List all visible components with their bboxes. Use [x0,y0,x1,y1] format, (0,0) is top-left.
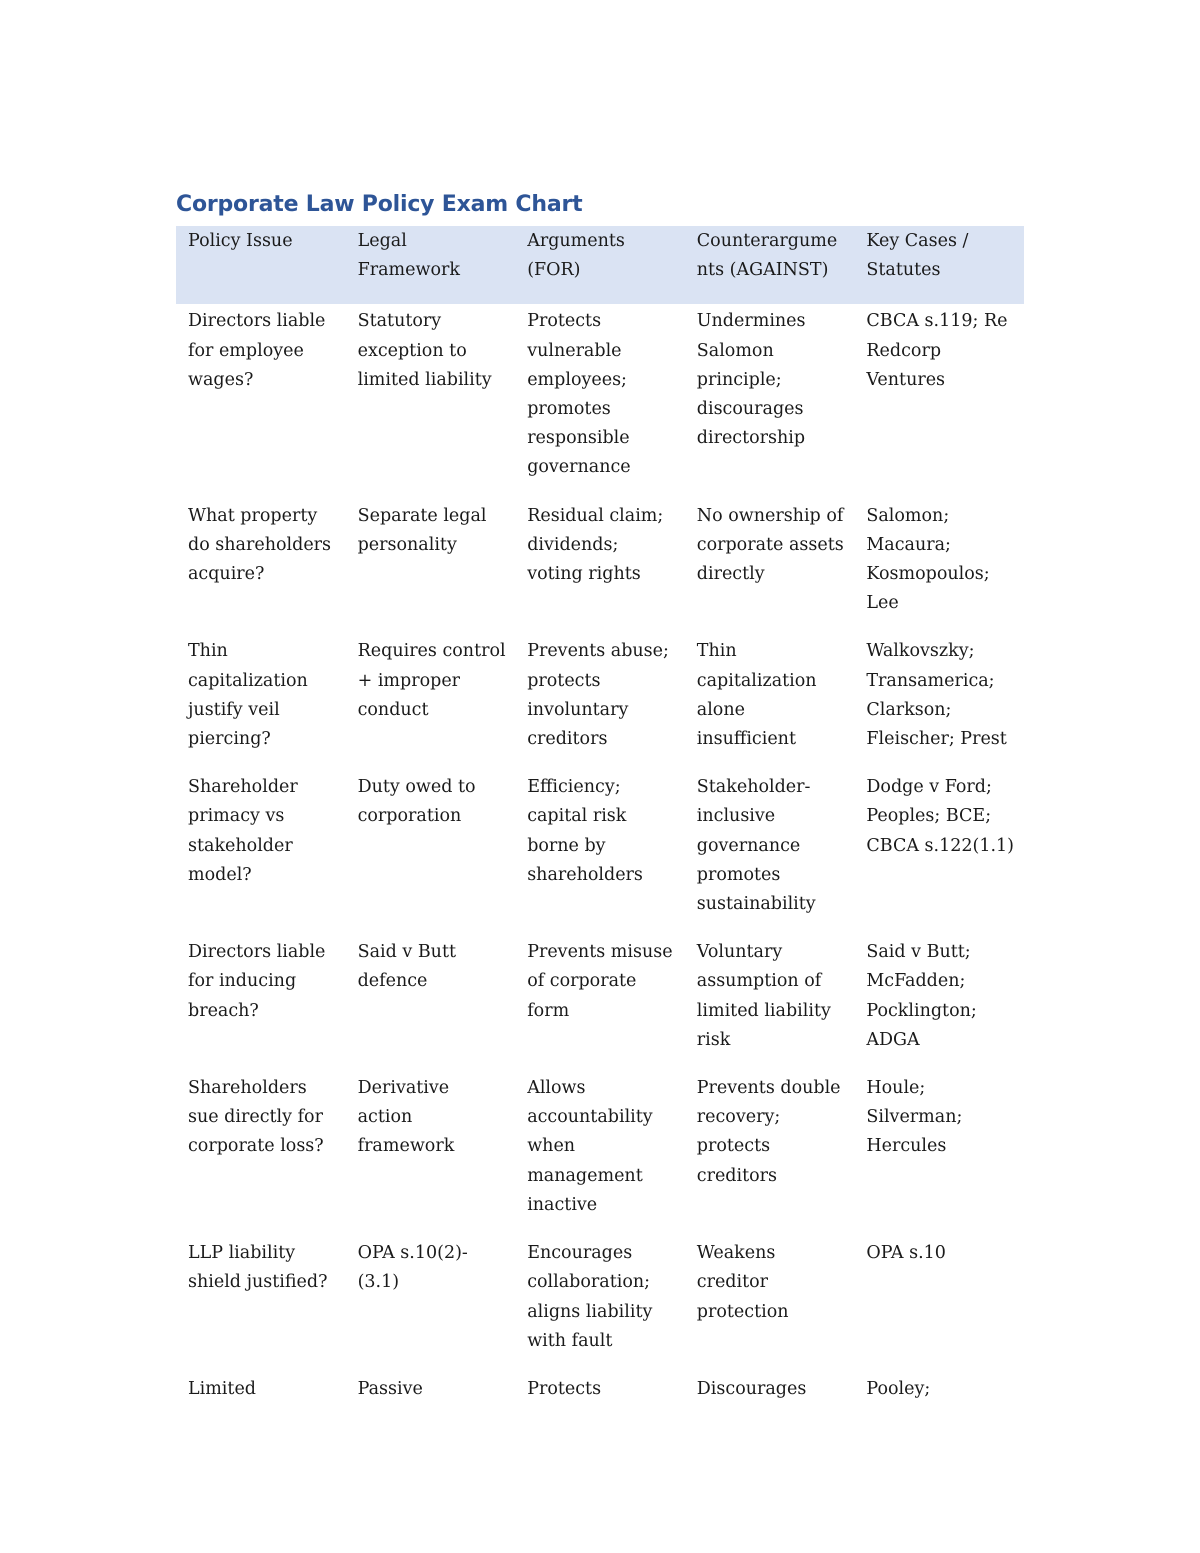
cell-counterarguments: Voluntary assumption of limited liability risk [696,942,831,1050]
table-header [176,226,1024,304]
cell-policy-issue: LLP liability shield justified? [188,1243,328,1293]
cell-policy-issue: Shareholder primacy vs stakeholder model? [188,777,298,885]
cell-legal-framework: Requires control + improper conduct [357,641,506,720]
header-arguments-for: Arguments (FOR) [515,226,685,304]
cell-policy-issue: Thin capitalization justify veil piercing? [188,641,308,750]
cell-arguments-for: Protects vulnerable employees; promotes responsible governance [527,311,631,478]
cell-key-cases: Dodge v Ford; Peoples; BCE; CBCA s.122(1.1) [866,777,1014,856]
table-row [176,1372,1024,1420]
table-row [176,1071,1024,1236]
header-legal-framework: Legal Framework [346,226,516,304]
table-row [176,1236,1024,1372]
header-key-cases-statutes: Key Cases / Statutes [854,226,1024,304]
cell-key-cases: Salomon; Macaura; Kosmopoulos; Lee [866,505,990,614]
cell-key-cases: OPA s.10 [866,1243,946,1264]
policy-chart-table [176,226,1024,1420]
cell-legal-framework: Duty owed to corporation [357,777,476,827]
cell-policy-issue: Shareholders sue directly for corporate loss? [188,1078,324,1157]
table-body [176,304,1024,1420]
table-row [176,770,1024,935]
header-row [176,226,1024,304]
cell-key-cases: CBCA s.119; Re Redcorp Ventures [866,311,1008,390]
cell-key-cases: Said v Butt; McFadden; Pocklington; ADGA [866,942,977,1050]
cell-counterarguments: Discourages [696,1378,807,1399]
header-counterarguments-against: Counterarguments (AGAINST) [685,226,855,304]
cell-legal-framework: Statutory exception to limited liability [357,311,492,390]
cell-policy-issue: Limited [188,1378,257,1399]
cell-counterarguments: Stakeholder-inclusive governance promotes sustainability [696,777,816,915]
cell-key-cases: Walkovszky; Transamerica; Clarkson; Fleischer; Prest [866,641,1007,750]
table-row [176,304,1024,498]
page-title: Corporate Law Policy Exam Chart [176,192,583,217]
cell-counterarguments: Weakens creditor protection [696,1243,789,1322]
table-row [176,935,1024,1071]
cell-policy-issue: Directors liable for inducing breach? [188,942,326,1021]
cell-counterarguments: No ownership of corporate assets directly [696,505,844,585]
table-row [176,634,1024,770]
cell-arguments-for: Encourages collaboration; aligns liability with fault [527,1243,653,1351]
cell-arguments-for: Prevents abuse; protects involuntary creditors [527,641,669,750]
cell-legal-framework: Said v Butt defence [357,942,457,992]
cell-key-cases: Pooley; [866,1378,931,1399]
cell-key-cases: Houle; Silverman; Hercules [866,1078,963,1157]
cell-legal-framework: Separate legal personality [357,505,487,555]
cell-counterarguments: Prevents double recovery; protects creditors [696,1078,841,1186]
cell-arguments-for: Prevents misuse of corporate form [527,942,673,1021]
cell-legal-framework: Derivative action framework [357,1078,455,1157]
cell-arguments-for: Protects [527,1378,602,1399]
cell-counterarguments: Thin capitalization alone insufficient [696,641,817,750]
cell-policy-issue: What property do shareholders acquire? [188,505,332,585]
cell-legal-framework: OPA s.10(2)-(3.1) [357,1243,468,1293]
cell-counterarguments: Undermines Salomon principle; discourages directorship [696,311,806,449]
cell-legal-framework: Passive [357,1378,423,1399]
header-policy-issue: Policy Issue [176,226,346,304]
cell-arguments-for: Residual claim; dividends; voting rights [527,505,664,585]
cell-policy-issue: Directors liable for employee wages? [188,311,326,390]
cell-arguments-for: Efficiency; capital risk borne by shareholders [527,777,643,885]
cell-arguments-for: Allows accountability when management inactive [527,1078,653,1215]
table-row [176,499,1024,635]
